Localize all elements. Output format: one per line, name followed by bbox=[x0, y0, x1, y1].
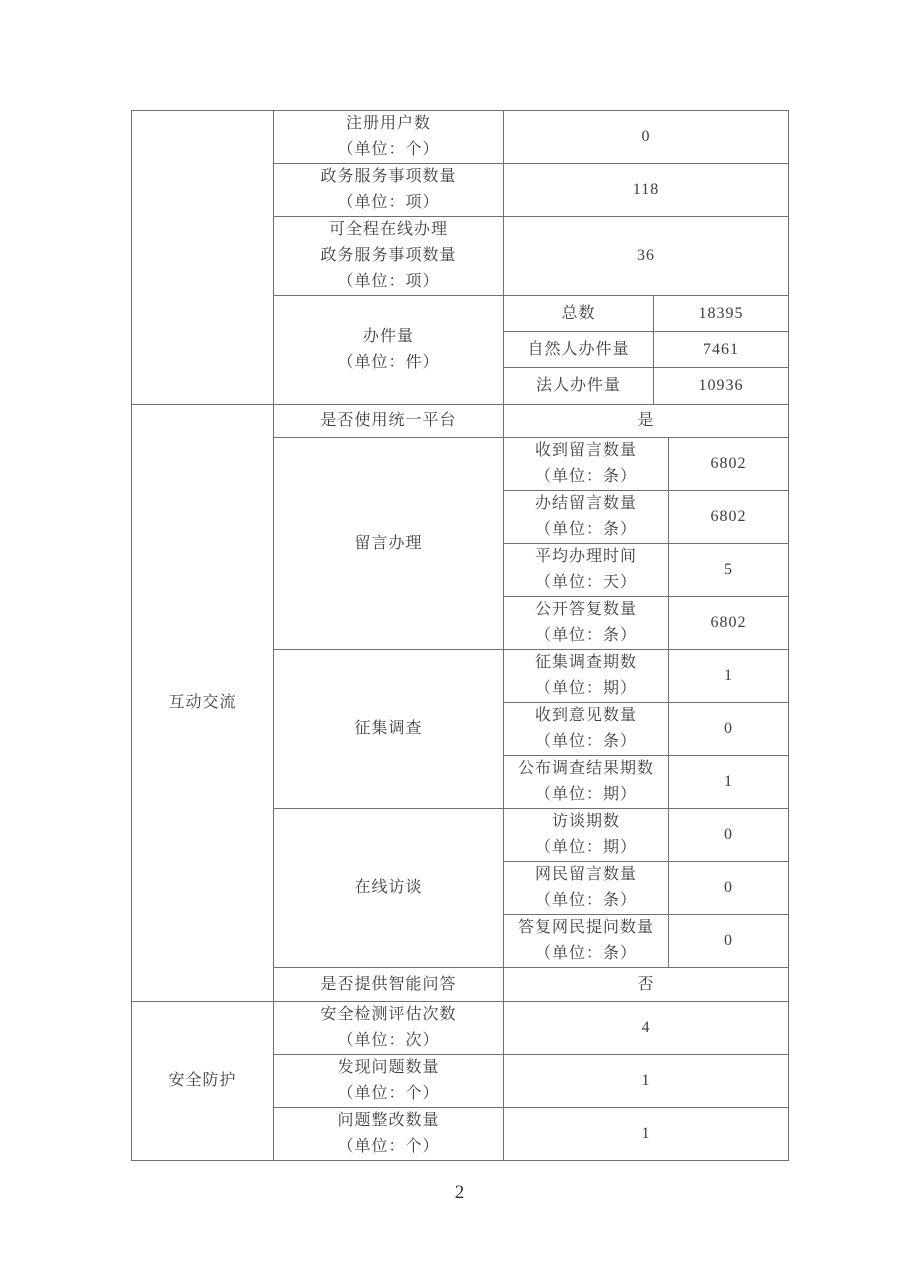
cell-service-items-label bbox=[274, 164, 504, 217]
cell-interviews-group-label: 在线访谈 bbox=[274, 809, 504, 968]
label-line: 答复网民提问数量 bbox=[517, 919, 654, 936]
cell-surveys-periods-label bbox=[504, 650, 669, 703]
label-line: 政务服务事项数量 bbox=[320, 247, 457, 264]
cell-messages-publicreply-label bbox=[504, 597, 669, 650]
label-unit: （单位：个） bbox=[337, 1138, 440, 1155]
label-line: 办结留言数量 bbox=[534, 495, 637, 512]
label-unit: （单位：期） bbox=[534, 839, 637, 856]
label-line: 公布调查结果期数 bbox=[517, 760, 654, 777]
label-line: 访谈期数 bbox=[551, 813, 620, 830]
label-line: 办件量 bbox=[362, 328, 414, 345]
label-unit: （单位：个） bbox=[337, 1085, 440, 1102]
label-unit: （单位：条） bbox=[534, 892, 637, 909]
label-line: 征集调查期数 bbox=[534, 654, 637, 671]
cell-interviews-periods-label bbox=[504, 809, 669, 862]
label-unit: （单位：期） bbox=[534, 786, 637, 803]
page-number: 2 bbox=[454, 1182, 465, 1203]
cell-surveys-results-label bbox=[504, 756, 669, 809]
label-line: 平均办理时间 bbox=[534, 548, 637, 565]
table-row bbox=[132, 405, 789, 438]
cell-cases-legal-label: 法人办件量 bbox=[504, 368, 654, 405]
cell-interviews-netizenmsgs-value: 0 bbox=[669, 862, 789, 915]
label-line: 注册用户数 bbox=[345, 115, 431, 132]
table-row bbox=[132, 1002, 789, 1055]
cell-unified-platform-value: 是 bbox=[504, 405, 789, 438]
label-line: 政务服务事项数量 bbox=[320, 168, 457, 185]
label-unit: （单位：项） bbox=[337, 194, 440, 211]
cell-cases-natural-value: 7461 bbox=[654, 332, 789, 368]
cell-cases-total-label: 总数 bbox=[504, 296, 654, 332]
cell-cases-legal-value: 10936 bbox=[654, 368, 789, 405]
cell-surveys-periods-value: 1 bbox=[669, 650, 789, 703]
cell-messages-avgtime-label bbox=[504, 544, 669, 597]
cell-messages-handled-value: 6802 bbox=[669, 491, 789, 544]
label-line: 可全程在线办理 bbox=[328, 221, 448, 238]
cell-cases-group-label bbox=[274, 296, 504, 405]
cell-surveys-opinions-label bbox=[504, 703, 669, 756]
statistics-table bbox=[131, 110, 789, 1161]
label-unit: （单位：条） bbox=[534, 733, 637, 750]
cell-security-checks-label bbox=[274, 1002, 504, 1055]
cell-messages-handled-label bbox=[504, 491, 669, 544]
cell-surveys-results-value: 1 bbox=[669, 756, 789, 809]
cell-problems-fixed-label bbox=[274, 1108, 504, 1161]
cell-section2-label: 互动交流 bbox=[132, 405, 274, 1002]
label-unit: （单位：条） bbox=[534, 945, 637, 962]
cell-interviews-replies-label bbox=[504, 915, 669, 968]
label-line: 公开答复数量 bbox=[534, 601, 637, 618]
cell-surveys-group-label: 征集调查 bbox=[274, 650, 504, 809]
label-unit: （单位：条） bbox=[534, 468, 637, 485]
cell-cases-natural-label: 自然人办件量 bbox=[504, 332, 654, 368]
cell-smartqa-label: 是否提供智能问答 bbox=[274, 968, 504, 1002]
label-unit: （单位：条） bbox=[534, 521, 637, 538]
label-unit: （单位：个） bbox=[337, 141, 440, 158]
cell-problems-fixed-value: 1 bbox=[504, 1108, 789, 1161]
cell-messages-received-label bbox=[504, 438, 669, 491]
cell-problems-found-value: 1 bbox=[504, 1055, 789, 1108]
cell-online-items-value: 36 bbox=[504, 217, 789, 296]
cell-smartqa-value: 否 bbox=[504, 968, 789, 1002]
cell-problems-found-label bbox=[274, 1055, 504, 1108]
label-line: 安全检测评估次数 bbox=[320, 1006, 457, 1023]
cell-registered-users-label bbox=[274, 111, 504, 164]
cell-cases-total-value: 18395 bbox=[654, 296, 789, 332]
cell-interviews-replies-value: 0 bbox=[669, 915, 789, 968]
label-line: 收到意见数量 bbox=[534, 707, 637, 724]
cell-unified-platform-label: 是否使用统一平台 bbox=[274, 405, 504, 438]
label-unit: （单位：件） bbox=[337, 354, 440, 371]
label-unit: （单位：条） bbox=[534, 627, 637, 644]
cell-messages-publicreply-value: 6802 bbox=[669, 597, 789, 650]
cell-messages-received-value: 6802 bbox=[669, 438, 789, 491]
cell-online-items-label bbox=[274, 217, 504, 296]
cell-registered-users-value: 0 bbox=[504, 111, 789, 164]
label-line: 收到留言数量 bbox=[534, 442, 637, 459]
table-row bbox=[132, 111, 789, 164]
label-line: 问题整改数量 bbox=[337, 1112, 440, 1129]
cell-messages-group-label: 留言办理 bbox=[274, 438, 504, 650]
label-unit: （单位：天） bbox=[534, 574, 637, 591]
label-line: 发现问题数量 bbox=[337, 1059, 440, 1076]
cell-interviews-netizenmsgs-label bbox=[504, 862, 669, 915]
cell-security-checks-value: 4 bbox=[504, 1002, 789, 1055]
label-unit: （单位：次） bbox=[337, 1032, 440, 1049]
label-unit: （单位：期） bbox=[534, 680, 637, 697]
cell-service-items-value: 118 bbox=[504, 164, 789, 217]
cell-section3-label: 安全防护 bbox=[132, 1002, 274, 1161]
cell-interviews-periods-value: 0 bbox=[669, 809, 789, 862]
label-unit: （单位：项） bbox=[337, 273, 440, 290]
label-line: 网民留言数量 bbox=[534, 866, 637, 883]
cell-surveys-opinions-value: 0 bbox=[669, 703, 789, 756]
cell-section1-label bbox=[132, 111, 274, 405]
cell-messages-avgtime-value: 5 bbox=[669, 544, 789, 597]
